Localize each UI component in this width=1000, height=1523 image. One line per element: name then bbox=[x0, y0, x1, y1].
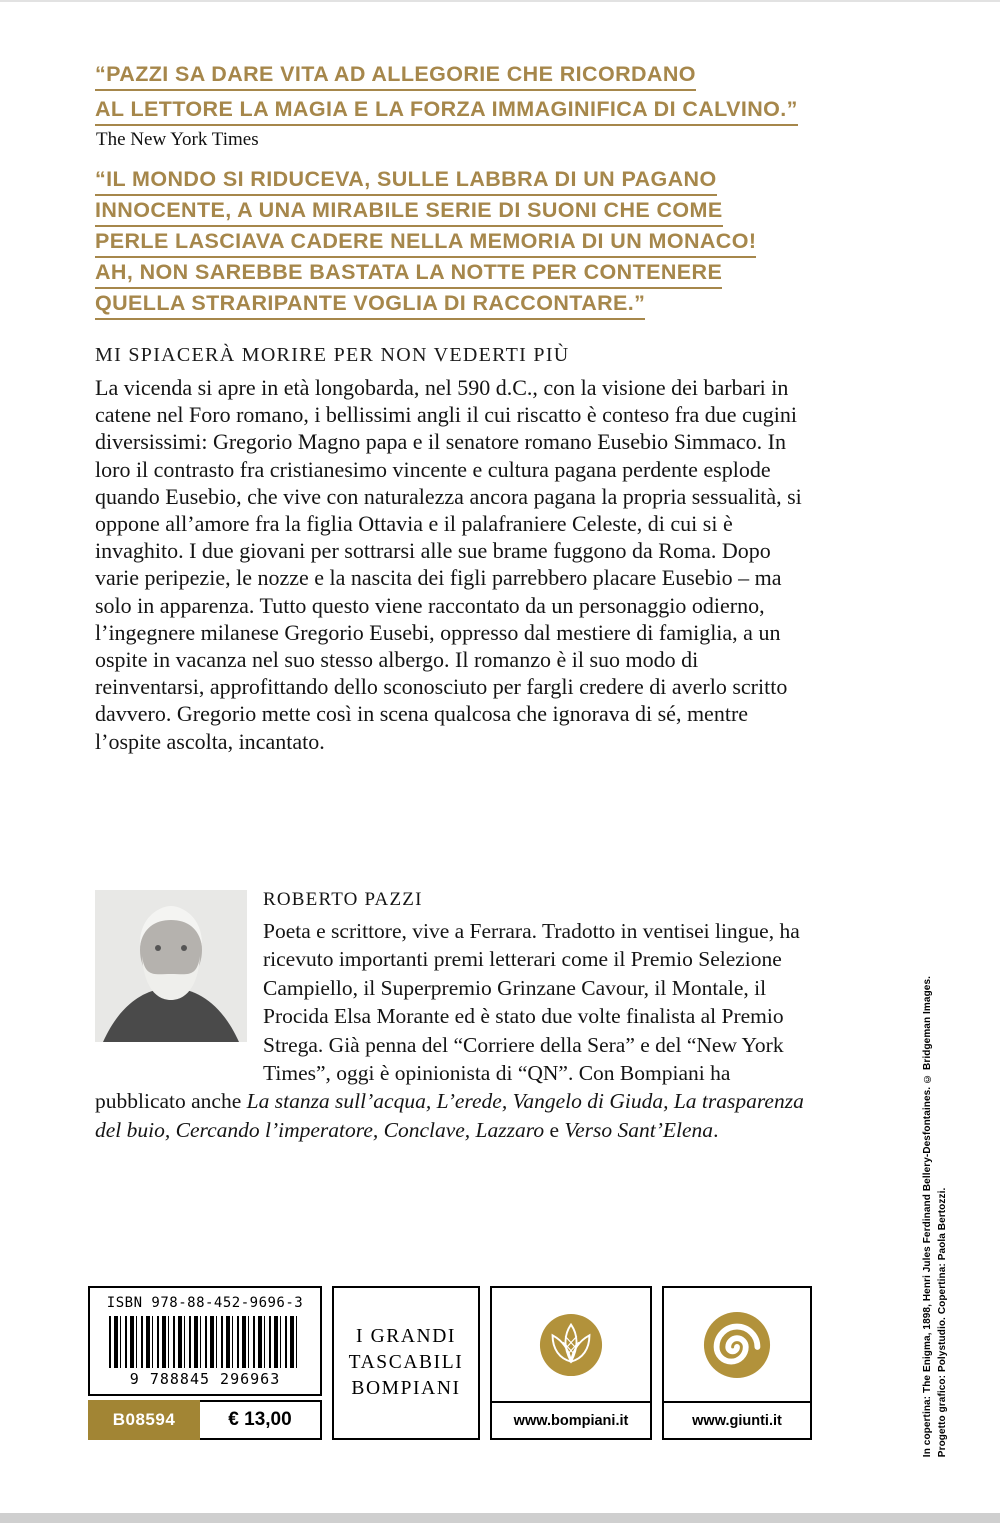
excerpt-quote-line: PERLE LASCIAVA CADERE NELLA MEMORIA DI UN MONACO! bbox=[95, 230, 756, 258]
author-photo bbox=[95, 890, 247, 1042]
giunti-box bbox=[662, 1286, 812, 1440]
book-title-italic: Verso Sant’Elena bbox=[564, 1117, 714, 1142]
press-quote bbox=[95, 63, 798, 133]
barcode-digits: 9 788845 296963 bbox=[129, 1370, 281, 1388]
excerpt-quote-line: INNOCENTE, A UNA MIRABILE SERIE DI SUONI CHE COME bbox=[95, 199, 723, 227]
author-bio-text: Poeta e scrittore, vive a Ferrara. Tradotto in ventisei lingue, ha ricevuto importanti premi letterari come il Premio Selezione Campiello, il Superpremio Grinzane Cavour, il Montale, il Procida Elsa Morante ed è stato due volte finalista al Premio Strega. Già penna del “Corriere della Sera” e del “New York Times”, oggi è opinionista di “QN”. Con Bompiani ha pubblicato anche bbox=[95, 919, 800, 1114]
bompiani-logo-icon bbox=[538, 1312, 604, 1378]
press-quote-line: AL LETTORE LA MAGIA E LA FORZA IMMAGINIFICA DI CALVINO.” bbox=[95, 98, 798, 126]
synopsis-heading: MI SPIACERÀ MORIRE PER NON VEDERTI PIÙ bbox=[95, 344, 570, 366]
bompiani-url: www.bompiani.it bbox=[492, 1401, 650, 1438]
credit-line: In copertina: The Enigma, 1898, Henri Jules Ferdinand Bellery-Desfontaines. © Bridgeman Images. bbox=[922, 975, 933, 1457]
page-edge-bottom bbox=[0, 1513, 1000, 1523]
press-quote-source: The New York Times bbox=[96, 129, 259, 150]
credit-line: Progetto grafico: Polystudio. Copertina: Paola Bertozzi. bbox=[937, 1187, 948, 1457]
excerpt-quote-line: QUELLA STRARIPANTE VOGLIA DI RACCONTARE.” bbox=[95, 292, 645, 320]
price: € 13,00 bbox=[200, 1400, 322, 1440]
giunti-logo-icon bbox=[702, 1310, 772, 1380]
series-line: TASCABILI bbox=[348, 1352, 464, 1373]
isbn-barcode-box bbox=[88, 1286, 322, 1396]
isbn-label: ISBN 978-88-452-9696-3 bbox=[106, 1295, 304, 1311]
excerpt-quote bbox=[95, 168, 756, 323]
series-line: I GRANDI bbox=[356, 1326, 456, 1347]
author-section bbox=[95, 886, 813, 1144]
edition-code: B08594 bbox=[88, 1400, 200, 1440]
giunti-spiral-logo bbox=[664, 1288, 810, 1401]
series-line: BOMPIANI bbox=[351, 1378, 461, 1399]
price-row bbox=[88, 1400, 322, 1440]
bompiani-flower-logo bbox=[492, 1288, 650, 1401]
book-titles-italic: La stanza sull’acqua, L’erede, Vangelo di Giuda, La trasparenza del buio, Cercando l’imperatore, Conclave, Lazzaro bbox=[95, 1089, 804, 1142]
excerpt-quote-line: AH, NON SAREBBE BASTATA LA NOTTE PER CONTENERE bbox=[95, 261, 722, 289]
excerpt-quote-line: “IL MONDO SI RIDUCEVA, SULLE LABBRA DI UN PAGANO bbox=[95, 168, 717, 196]
page-edge-top bbox=[0, 0, 1000, 2]
author-bio-text: . bbox=[713, 1117, 719, 1142]
author-name: ROBERTO PAZZI bbox=[263, 889, 423, 910]
synopsis-body: La vicenda si apre in età longobarda, nel 590 d.C., con la visione dei barbari in catene nel Foro romano, i bellissimi angli il cui riscatto è conteso fra due cugini diversissimi: Gregorio Magno papa e il senatore romano Eusebio Simmaco. In loro il contrasto fra cristianesimo vincente e cultura pagana perdente esplode quando Eusebio, che vive con naturalezza ancora pagana la propria sessualità, si oppone all’amore fra la figlia Ottavia e il palafraniere Celeste, di cui si è invaghito. I due giovani per sottrarsi alle sue brame fuggono da Roma. Dopo varie peripezie, le nozze e la nascita dei figli parrebbero placare Eusebio – ma solo in apparenza. Tutto questo viene raccontato da un personaggio odierno, l’ingegnere milanese Gregorio Eusebi, oppresso dal mestiere di famiglia, a un ospite in vacanza nel suo stesso albergo. Il romanzo è il suo modo di reinventarsi, approfittando dello sconosciuto per fargli credere di averlo scritto davvero. Gregorio mette così in scena qualcosa che ignorava di sé, mentre l’ospite ascolta, incantato. bbox=[95, 375, 802, 754]
author-portrait-placeholder bbox=[95, 890, 247, 1042]
press-quote-line: “PAZZI SA DARE VITA AD ALLEGORIE CHE RICORDANO bbox=[95, 63, 696, 91]
author-bio-text: e bbox=[544, 1117, 565, 1142]
barcode bbox=[109, 1316, 301, 1368]
series-box bbox=[332, 1286, 480, 1440]
bompiani-box bbox=[490, 1286, 652, 1440]
giunti-url: www.giunti.it bbox=[664, 1401, 810, 1438]
photo-credits bbox=[920, 976, 950, 1457]
